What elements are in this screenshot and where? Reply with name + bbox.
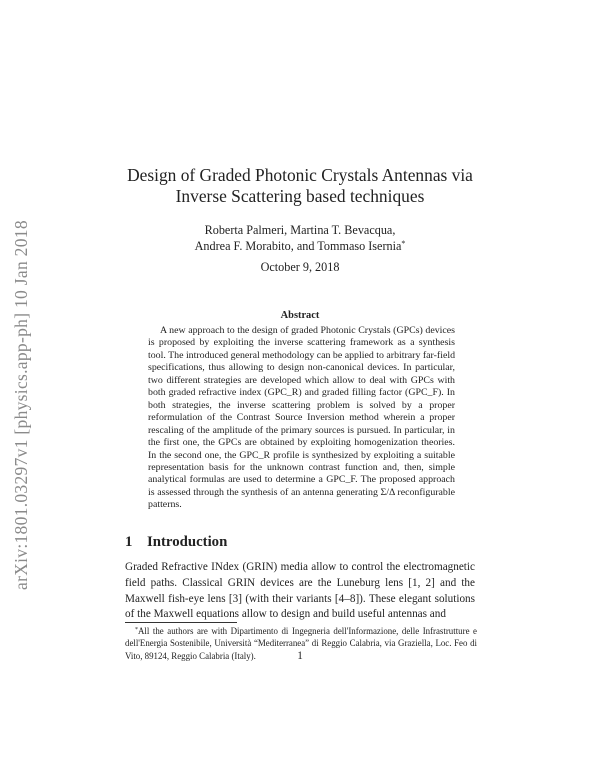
- title-line-1: Design of Graded Photonic Crystals Antennas via: [127, 165, 473, 185]
- page-number: 1: [297, 650, 303, 662]
- author-footnote-mark: *: [401, 239, 406, 248]
- authors-line-1: Roberta Palmeri, Martina T. Bevacqua,: [204, 223, 396, 237]
- footnote-mark: *: [135, 627, 138, 633]
- abstract-heading: Abstract: [280, 310, 320, 321]
- section-number: 1: [125, 534, 133, 550]
- introduction-paragraph: Graded Refractive INdex (GRIN) media allow to control the electromagnetic field paths. Classical GRIN devices are the Luneburg lens [1, 2] and the Maxwell fish-eye lens [3] (with their variants [4–8]). These elegant solutions of the Maxwell equations allow to design and build useful antennas and: [125, 561, 475, 621]
- section-heading: [125, 534, 227, 551]
- section-title: Introduction: [147, 534, 228, 550]
- abstract-body: A new approach to the design of graded Photonic Crystals (GPCs) devices is proposed by exploiting the inverse scattering framework as a synthesis tool. The introduced general methodology can be applied to arbitrary far-field specifications, thus allowing to design non-canonical devices. In particular, two different strategies are developed which allow to deal with GPCs with both graded refractive index (GPC_R) and graded filling factor (GPC_F). In both strategies, the inverse scattering problem is solved by a proper reformulation of the Contrast Source Inversion method wherein a proper rescaling of the amplitude of the primary sources is pursued. In particular, in the first one, the GPCs are obtained by exploiting homogenization theories. In the second one, the GPC_R profile is synthesized by exploiting a suitable representation basis for the unknown contrast function and, then, simple analytical formulas are used to determine a GPC_F. The proposed approach is assessed through the synthesis of an antenna generating Σ/Δ reconfigurable patterns.: [148, 325, 456, 511]
- paper-date: October 9, 2018: [260, 260, 340, 274]
- authors-line-2-text: Andrea F. Morabito, and Tommaso Isernia: [194, 239, 402, 253]
- title-line-2: Inverse Scattering based techniques: [175, 186, 425, 206]
- authors-line-2: [100, 238, 500, 254]
- author-list: [100, 222, 500, 254]
- footnote-rule: [125, 622, 237, 623]
- footnote-text: All the authors are with Dipartimento di Ingegneria dell'Informazione, delle Infrastrutture e dell'Energia Sostenibile, Università “Mediterranea” di Reggio Calabria, via Graziella, Loc. Feo di Vito, 89124, Reggio Calabria (Italy).: [125, 626, 477, 661]
- arxiv-stamp: arXiv:1801.03297v1 [physics.app-ph] 10 Jan 2018: [11, 220, 31, 590]
- paper-title: [100, 165, 500, 207]
